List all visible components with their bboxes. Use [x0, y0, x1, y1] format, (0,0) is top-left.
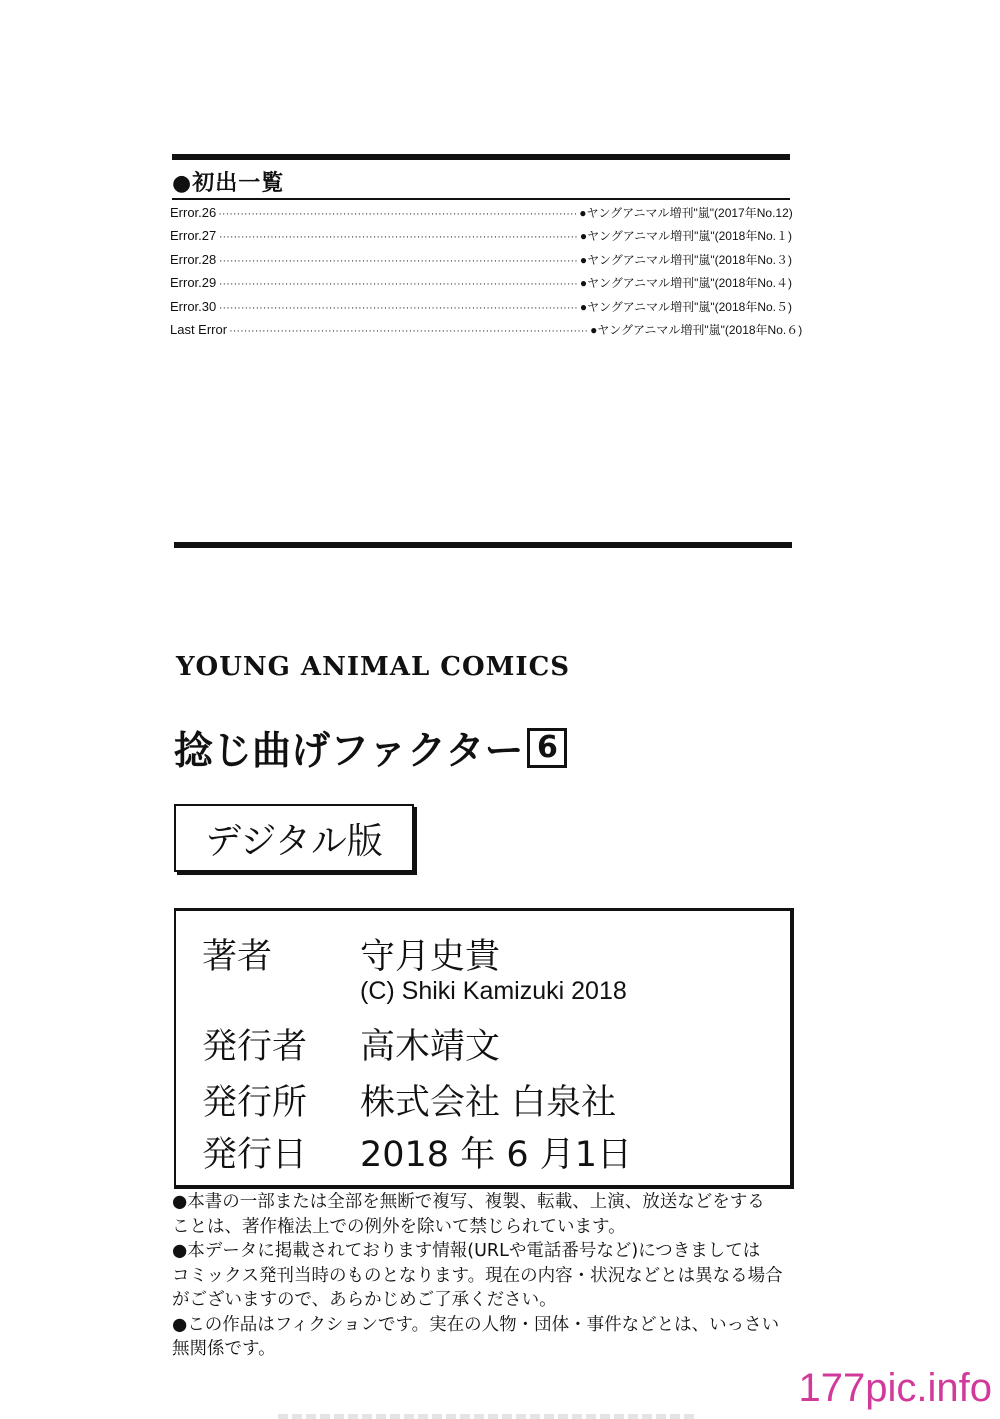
leader-dots: ··································································································: [218, 208, 578, 220]
note-line: ●本データに掲載されております情報(URLや電話番号など)につきましては: [172, 1241, 761, 1261]
episode-label: Error.26: [170, 205, 217, 220]
leader-dots: ··································································································: [218, 254, 578, 267]
note-line: ●この作品はフィクションです。実在の人物・団体・事件などとは、いっさい: [172, 1314, 780, 1335]
source-label: ●ヤングアニマル増刊"嵐"(2018年No.５): [579, 299, 792, 314]
company-key: 発行所: [202, 1083, 308, 1123]
episode-label: Error.29: [170, 275, 217, 291]
note-line: 無関係です。: [172, 1339, 276, 1359]
note-line: ことは、著作権法上での例外を除いて禁じられています。: [172, 1216, 626, 1237]
book-title-text: 捻じ曲げファクター: [174, 729, 524, 774]
date-key: 発行日: [202, 1135, 308, 1175]
publisher-key: 発行者: [202, 1027, 308, 1067]
section-divider: [174, 542, 792, 548]
list-item: [170, 204, 792, 227]
company-name: 株式会社 白泉社: [360, 1083, 617, 1123]
source-label: ●ヤングアニマル増刊"嵐"(2018年No.６): [590, 322, 803, 337]
leader-dots: ··································································································: [218, 278, 578, 291]
bottom-bleed-decoration: [278, 1414, 698, 1419]
leader-dots: ··································································································: [229, 324, 589, 337]
list-top-rule: [172, 154, 790, 160]
author-name: 守月史貴: [360, 937, 501, 977]
imprint-label: YOUNG ANIMAL COMICS: [176, 652, 571, 682]
leader-dots: ··································································································: [218, 301, 578, 314]
first-appearance-title: ●初出一覧: [172, 171, 285, 196]
first-appearance-list: [170, 204, 803, 344]
note-line: がございますので、あらかじめご了承ください。: [172, 1290, 557, 1310]
note-line: ●本書の一部または全部を無断で複写、複製、転載、上演、放送などをする: [172, 1192, 765, 1212]
note-line: コミックス発刊当時のものとなります。現在の内容・状況などとは異なる場合: [172, 1265, 783, 1286]
publisher-name: 高木靖文: [360, 1027, 501, 1067]
book-title: [174, 720, 567, 776]
leader-dots: ··································································································: [218, 231, 578, 244]
episode-label: Error.30: [170, 298, 217, 314]
edition-badge: デジタル版: [174, 804, 414, 872]
author-key: 著者: [202, 937, 273, 977]
copyright-line: (C) Shiki Kamizuki 2018: [360, 977, 627, 1005]
source-label: ●ヤングアニマル増刊"嵐"(2018年No.１): [579, 229, 792, 244]
credits-box: [174, 908, 794, 1189]
list-item: [170, 227, 792, 250]
publish-date: 2018 年 6 月1日: [360, 1135, 632, 1175]
list-title-rule: [172, 198, 790, 200]
episode-label: Last Error: [170, 321, 228, 337]
list-item: [170, 298, 792, 321]
source-label: ●ヤングアニマル増刊"嵐"(2018年No.３): [579, 252, 792, 267]
episode-label: Error.27: [170, 228, 217, 244]
volume-number: 6: [527, 728, 567, 768]
watermark: 177pic.info: [798, 1366, 992, 1410]
list-item: [170, 251, 792, 274]
source-label: ●ヤングアニマル増刊"嵐"(2018年No.４): [579, 276, 792, 291]
list-item: [170, 274, 792, 297]
episode-label: Error.28: [170, 251, 217, 267]
legal-notes: [172, 1190, 812, 1362]
source-label: ●ヤングアニマル増刊"嵐"(2017年No.12): [579, 206, 793, 220]
list-item: [170, 321, 803, 344]
